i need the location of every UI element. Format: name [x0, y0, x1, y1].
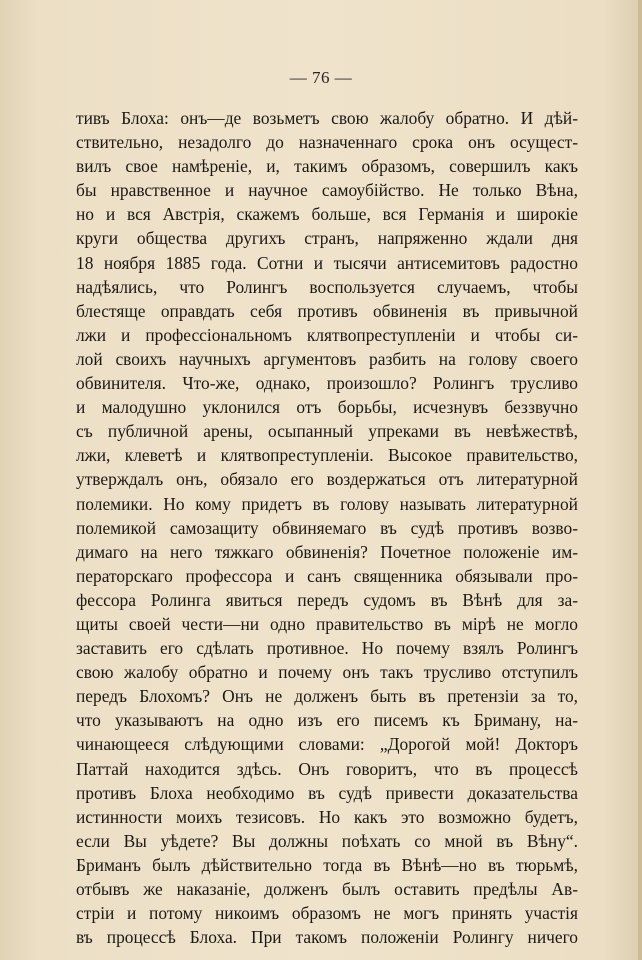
- text-line: лжи и профессіональномъ клятвопреступленіи и чтобы си-: [76, 324, 578, 345]
- text-line: истинности моихъ тезисовъ. Но какъ это возможно будетъ,: [76, 806, 578, 827]
- text-line: димаго на него тяжкаго обвиненія? Почетное положеніе им-: [76, 541, 578, 562]
- text-line: полемикой самозащиту обвиняемаго въ судѣ противъ возво-: [76, 517, 578, 538]
- text-line: бы нравственное и научное самоубійство. Не только Вѣна,: [76, 180, 578, 201]
- text-line: заставить его сдѣлать противное. Но почему взялъ Ролингъ: [76, 638, 578, 659]
- text-line: полемики. Но кому придетъ въ голову называть литературной: [76, 493, 578, 514]
- text-line: передъ Блохомъ? Онъ не долженъ быть въ претензіи за то,: [76, 686, 578, 707]
- page-number: — 76 —: [289, 68, 353, 87]
- text-line: фессора Ролинга явиться передъ судомъ въ Вѣнѣ для за-: [76, 589, 578, 610]
- text-line: щиты своей чести—ни одно правительство въ мірѣ не могло: [76, 613, 578, 634]
- page-edge: [638, 0, 642, 960]
- text-line: и малодушно уклонился отъ борьбы, исчезнувъ беззвучно: [76, 397, 578, 418]
- text-line: вилъ свое намѣреніе, и, такимъ образомъ, совершилъ какъ: [76, 156, 578, 177]
- text-line: если Вы уѣдете? Вы должны поѣхать со мной въ Вѣну“.: [76, 830, 578, 851]
- text-line: что указываютъ на одно изъ его писемъ къ Бриману, на-: [76, 710, 578, 731]
- text-line: обвинителя. Что-же, однако, произошло? Ролингъ трусливо: [76, 373, 578, 394]
- text-line: въ процессѣ Блоха. При такомъ положеніи Ролингу ничего: [76, 927, 578, 948]
- text-line: 18 ноября 1885 года. Сотни и тысячи антисемитовъ радостно: [76, 252, 578, 273]
- text-line: стріи и потому никоимъ образомъ не могъ принять участія: [76, 903, 578, 924]
- text-line: ператорскаго профессора и санъ священника обязывали про-: [76, 565, 578, 586]
- text-line: но и вся Австрія, скажемъ больше, вся Германія и широкіе: [76, 204, 578, 225]
- body-text: [76, 106, 578, 949]
- text-line: свою жалобу обратно и почему онъ такъ трусливо отступилъ: [76, 662, 578, 683]
- text-line: противъ Блоха необходимо въ судѣ привести доказательства: [76, 782, 578, 803]
- text-line: тивъ Блоха: онъ—де возьметъ свою жалобу обратно. И дѣй-: [76, 108, 578, 128]
- text-line: лжи, клеветѣ и клятвопреступленіи. Высокое правительство,: [76, 445, 578, 466]
- text-line: съ публичной арены, осыпанный упреками въ невѣжествѣ,: [76, 421, 578, 442]
- text-line: Паттай находится здѣсь. Онъ говоритъ, что въ процессѣ: [76, 758, 578, 779]
- text-line: блестяще оправдать себя противъ обвиненія въ привычной: [76, 300, 578, 321]
- text-line: лой своихъ научныхъ аргументовъ разбить на голову своего: [76, 348, 578, 369]
- text-line: отбывъ же наказаніе, долженъ былъ оставить предѣлы Ав-: [76, 879, 578, 899]
- text-line: Бриманъ былъ дѣйствительно тогда въ Вѣнѣ—но въ тюрьмѣ,: [76, 854, 578, 875]
- text-line: ствительно, незадолго до назначеннаго срока онъ осущест-: [76, 132, 578, 153]
- text-line: утверждалъ онъ, обязало его воздержаться отъ литературной: [76, 469, 578, 490]
- text-line: чинающееся слѣдующими словами: „Дорогой мой! Докторъ: [76, 734, 578, 755]
- text-line: надѣялись, что Ролингъ воспользуется случаемъ, чтобы: [76, 276, 578, 297]
- text-line: круги общества другихъ странъ, напряженно ждали дня: [76, 228, 578, 249]
